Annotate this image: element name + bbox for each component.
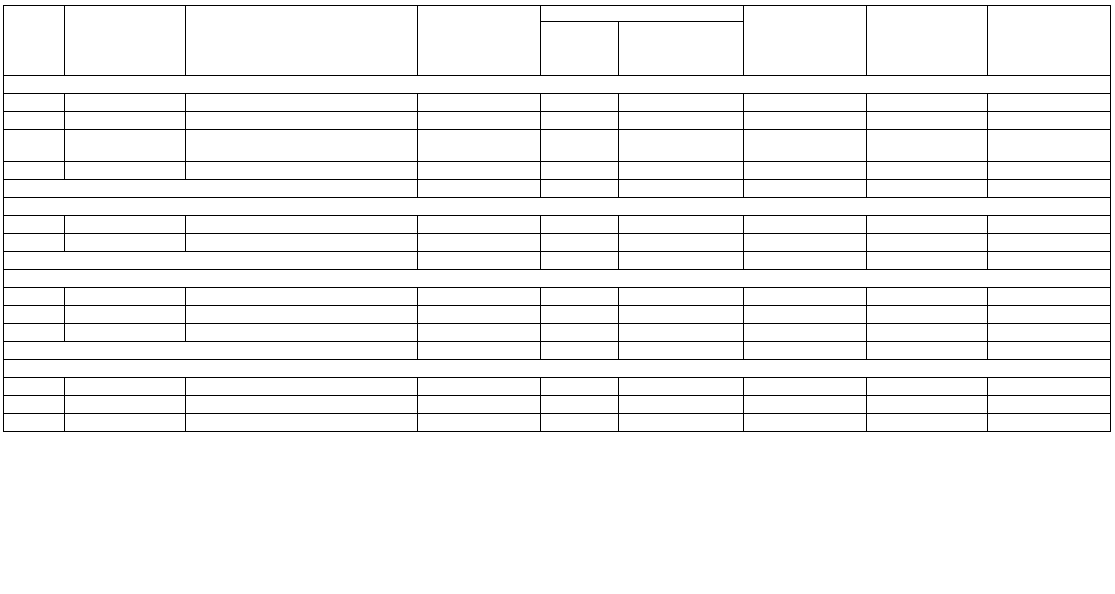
total-pct <box>619 252 744 270</box>
row-employed-pct <box>619 162 744 180</box>
row-employed <box>541 288 619 306</box>
row-leave <box>988 324 1111 342</box>
row-leave <box>988 414 1111 432</box>
table-row <box>4 396 1111 414</box>
year-row <box>4 360 1111 378</box>
row-study <box>744 306 867 324</box>
row-employed-pct <box>619 216 744 234</box>
row-code <box>65 162 186 180</box>
table-row <box>4 378 1111 396</box>
total-row <box>4 252 1111 270</box>
row-code <box>65 94 186 112</box>
table-row <box>4 234 1111 252</box>
header-num <box>4 6 65 76</box>
row-study <box>744 216 867 234</box>
year-label <box>4 360 1111 378</box>
row-employed <box>541 216 619 234</box>
row-study <box>744 162 867 180</box>
header-name <box>186 6 418 76</box>
row-employed <box>541 234 619 252</box>
row-employed <box>541 94 619 112</box>
table-row <box>4 162 1111 180</box>
row-leave <box>988 378 1111 396</box>
row-num <box>4 94 65 112</box>
table-header <box>4 6 1111 76</box>
row-issued <box>418 378 541 396</box>
row-army <box>867 414 988 432</box>
row-name <box>186 378 418 396</box>
row-issued <box>418 162 541 180</box>
row-issued <box>418 414 541 432</box>
row-issued <box>418 234 541 252</box>
table-row <box>4 288 1111 306</box>
total-pct <box>619 342 744 360</box>
total-label <box>4 342 418 360</box>
row-army <box>867 396 988 414</box>
row-issued <box>418 112 541 130</box>
total-study <box>744 180 867 198</box>
row-employed-pct <box>619 396 744 414</box>
row-issued <box>418 94 541 112</box>
row-name <box>186 306 418 324</box>
graduates-table <box>3 5 1111 432</box>
row-code <box>65 324 186 342</box>
total-army <box>867 342 988 360</box>
row-num <box>4 414 65 432</box>
row-issued <box>418 130 541 162</box>
total-study <box>744 252 867 270</box>
table-row <box>4 94 1111 112</box>
total-employed <box>541 180 619 198</box>
row-name <box>186 130 418 162</box>
total-label <box>4 180 418 198</box>
row-name <box>186 234 418 252</box>
row-num <box>4 288 65 306</box>
row-study <box>744 378 867 396</box>
total-row <box>4 342 1111 360</box>
row-employed-pct <box>619 306 744 324</box>
row-code <box>65 414 186 432</box>
row-employed-pct <box>619 414 744 432</box>
row-name <box>186 324 418 342</box>
row-study <box>744 324 867 342</box>
row-employed-pct <box>619 234 744 252</box>
row-issued <box>418 324 541 342</box>
row-num <box>4 378 65 396</box>
table-row <box>4 414 1111 432</box>
total-study <box>744 342 867 360</box>
row-army <box>867 162 988 180</box>
total-issued <box>418 252 541 270</box>
row-issued <box>418 396 541 414</box>
year-label <box>4 270 1111 288</box>
row-name <box>186 94 418 112</box>
row-code <box>65 396 186 414</box>
row-leave <box>988 162 1111 180</box>
total-employed <box>541 342 619 360</box>
total-army <box>867 252 988 270</box>
row-study <box>744 414 867 432</box>
header-employed-people <box>541 22 619 76</box>
row-issued <box>418 288 541 306</box>
row-num <box>4 112 65 130</box>
row-code <box>65 288 186 306</box>
header-issued <box>418 6 541 76</box>
row-army <box>867 234 988 252</box>
row-leave <box>988 94 1111 112</box>
row-army <box>867 94 988 112</box>
year-label <box>4 198 1111 216</box>
header-code <box>65 6 186 76</box>
row-army <box>867 130 988 162</box>
row-leave <box>988 396 1111 414</box>
row-study <box>744 396 867 414</box>
total-employed <box>541 252 619 270</box>
row-leave <box>988 130 1111 162</box>
row-name <box>186 112 418 130</box>
table-row <box>4 324 1111 342</box>
row-issued <box>418 306 541 324</box>
total-army <box>867 180 988 198</box>
row-num <box>4 162 65 180</box>
total-issued <box>418 342 541 360</box>
row-army <box>867 288 988 306</box>
row-leave <box>988 288 1111 306</box>
row-employed <box>541 130 619 162</box>
table-row <box>4 112 1111 130</box>
row-study <box>744 288 867 306</box>
row-employed-pct <box>619 94 744 112</box>
year-label <box>4 76 1111 94</box>
row-army <box>867 378 988 396</box>
row-name <box>186 414 418 432</box>
row-num <box>4 130 65 162</box>
row-code <box>65 130 186 162</box>
year-row <box>4 76 1111 94</box>
row-num <box>4 324 65 342</box>
row-employed <box>541 324 619 342</box>
header-leave <box>988 6 1111 76</box>
row-study <box>744 112 867 130</box>
row-employed-pct <box>619 378 744 396</box>
total-leave <box>988 180 1111 198</box>
header-army <box>867 6 988 76</box>
row-employed <box>541 306 619 324</box>
year-row <box>4 270 1111 288</box>
total-leave <box>988 342 1111 360</box>
row-employed <box>541 378 619 396</box>
row-employed-pct <box>619 112 744 130</box>
total-label <box>4 252 418 270</box>
row-leave <box>988 112 1111 130</box>
row-num <box>4 234 65 252</box>
row-leave <box>988 234 1111 252</box>
year-row <box>4 198 1111 216</box>
row-study <box>744 94 867 112</box>
total-issued <box>418 180 541 198</box>
row-num <box>4 396 65 414</box>
row-name <box>186 288 418 306</box>
row-leave <box>988 216 1111 234</box>
header-employed <box>541 6 744 22</box>
row-army <box>867 112 988 130</box>
row-code <box>65 234 186 252</box>
header-study <box>744 6 867 76</box>
row-name <box>186 396 418 414</box>
row-num <box>4 306 65 324</box>
row-army <box>867 324 988 342</box>
row-employed <box>541 396 619 414</box>
row-employed <box>541 162 619 180</box>
row-study <box>744 234 867 252</box>
row-employed <box>541 112 619 130</box>
total-pct <box>619 180 744 198</box>
row-num <box>4 216 65 234</box>
row-code <box>65 112 186 130</box>
row-code <box>65 378 186 396</box>
row-study <box>744 130 867 162</box>
table-row <box>4 306 1111 324</box>
row-employed-pct <box>619 130 744 162</box>
row-code <box>65 306 186 324</box>
header-employed-pct <box>619 22 744 76</box>
table-body <box>4 76 1111 432</box>
row-army <box>867 306 988 324</box>
row-name <box>186 216 418 234</box>
row-issued <box>418 216 541 234</box>
row-employed-pct <box>619 288 744 306</box>
row-army <box>867 216 988 234</box>
row-employed-pct <box>619 324 744 342</box>
row-code <box>65 216 186 234</box>
row-name <box>186 162 418 180</box>
table-row <box>4 130 1111 162</box>
total-leave <box>988 252 1111 270</box>
table-row <box>4 216 1111 234</box>
row-employed <box>541 414 619 432</box>
total-row <box>4 180 1111 198</box>
row-leave <box>988 306 1111 324</box>
